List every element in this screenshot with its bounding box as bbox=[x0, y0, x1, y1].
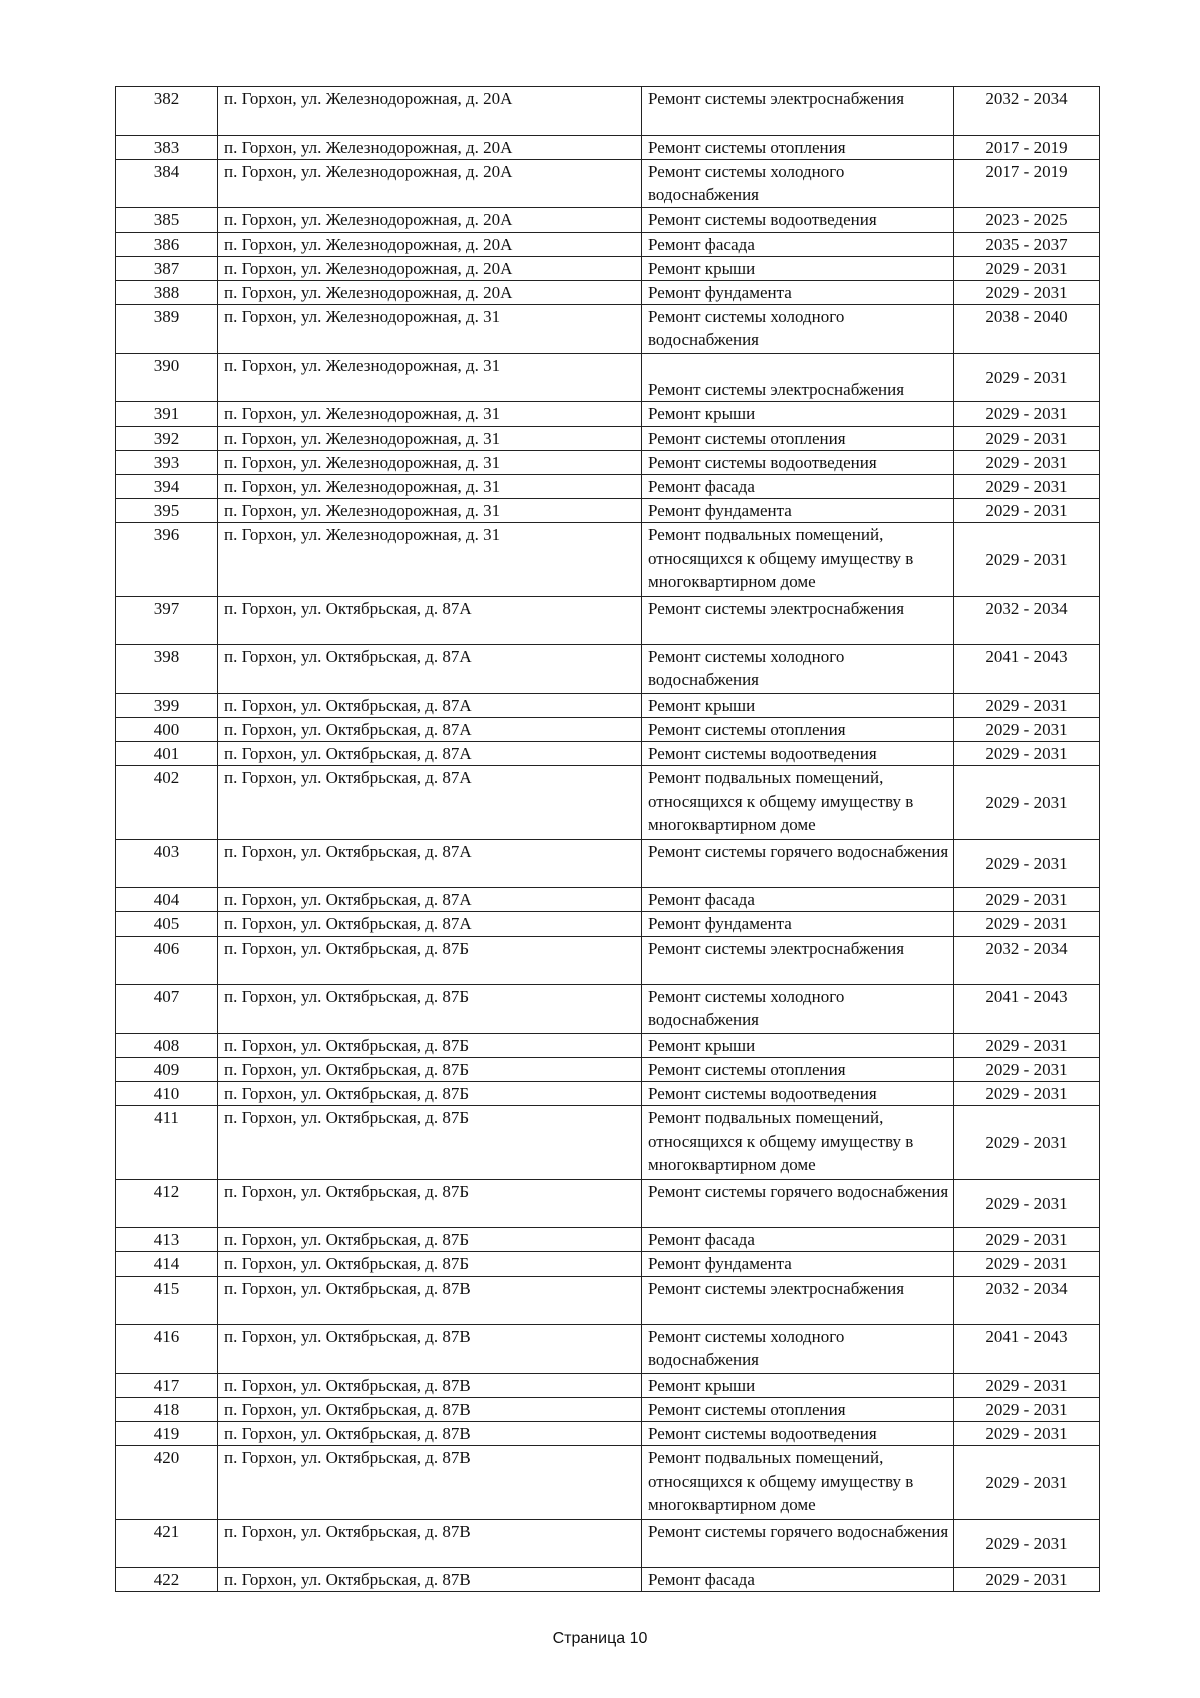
works-table bbox=[115, 86, 1100, 1592]
page-number: Страница 10 bbox=[552, 1630, 648, 1647]
table-row bbox=[116, 1082, 1100, 1106]
row-work-type: Ремонт системы холодного водоснабжения bbox=[642, 1325, 954, 1374]
table-row bbox=[116, 475, 1100, 499]
row-number: 394 bbox=[116, 475, 218, 499]
row-work-type: Ремонт подвальных помещений, относящихся к общему имуществу в многоквартирном доме bbox=[642, 1106, 954, 1179]
row-address: п. Горхон, ул. Октябрьская, д. 87Б bbox=[218, 1179, 642, 1228]
row-period: 2029 - 2031 bbox=[954, 1179, 1100, 1228]
row-period: 2029 - 2031 bbox=[954, 450, 1100, 474]
row-address: п. Горхон, ул. Железнодорожная, д. 31 bbox=[218, 499, 642, 523]
row-address: п. Горхон, ул. Октябрьская, д. 87А bbox=[218, 717, 642, 741]
table-row bbox=[116, 1325, 1100, 1374]
table-row bbox=[116, 693, 1100, 717]
row-work-type: Ремонт системы электроснабжения bbox=[642, 596, 954, 645]
row-work-type: Ремонт системы отопления bbox=[642, 1397, 954, 1421]
row-work-type: Ремонт системы холодного водоснабжения bbox=[642, 305, 954, 354]
row-period: 2029 - 2031 bbox=[954, 1033, 1100, 1057]
row-period: 2029 - 2031 bbox=[954, 1057, 1100, 1081]
row-period: 2023 - 2025 bbox=[954, 208, 1100, 232]
table-row bbox=[116, 717, 1100, 741]
table-row bbox=[116, 450, 1100, 474]
row-work-type: Ремонт крыши bbox=[642, 402, 954, 426]
row-number: 422 bbox=[116, 1568, 218, 1592]
row-address: п. Горхон, ул. Октябрьская, д. 87Б bbox=[218, 1082, 642, 1106]
table-row bbox=[116, 1276, 1100, 1325]
row-number: 414 bbox=[116, 1252, 218, 1276]
table-row bbox=[116, 888, 1100, 912]
row-number: 385 bbox=[116, 208, 218, 232]
row-period: 2029 - 2031 bbox=[954, 742, 1100, 766]
table-row bbox=[116, 305, 1100, 354]
row-address: п. Горхон, ул. Железнодорожная, д. 31 bbox=[218, 426, 642, 450]
row-number: 400 bbox=[116, 717, 218, 741]
row-address: п. Горхон, ул. Октябрьская, д. 87А bbox=[218, 742, 642, 766]
row-period: 2029 - 2031 bbox=[954, 888, 1100, 912]
row-address: п. Горхон, ул. Железнодорожная, д. 20А bbox=[218, 281, 642, 305]
row-number: 420 bbox=[116, 1446, 218, 1519]
row-address: п. Горхон, ул. Октябрьская, д. 87Б bbox=[218, 1057, 642, 1081]
row-period: 2038 - 2040 bbox=[954, 305, 1100, 354]
row-number: 392 bbox=[116, 426, 218, 450]
row-address: п. Горхон, ул. Октябрьская, д. 87А bbox=[218, 888, 642, 912]
table-row bbox=[116, 256, 1100, 280]
row-number: 387 bbox=[116, 256, 218, 280]
row-period: 2029 - 2031 bbox=[954, 1446, 1100, 1519]
row-address: п. Горхон, ул. Октябрьская, д. 87Б bbox=[218, 1033, 642, 1057]
table-row bbox=[116, 742, 1100, 766]
row-period: 2029 - 2031 bbox=[954, 1519, 1100, 1568]
row-address: п. Горхон, ул. Октябрьская, д. 87Б bbox=[218, 936, 642, 985]
row-period: 2029 - 2031 bbox=[954, 1228, 1100, 1252]
row-work-type: Ремонт фасада bbox=[642, 1568, 954, 1592]
table-row bbox=[116, 1422, 1100, 1446]
row-period: 2029 - 2031 bbox=[954, 499, 1100, 523]
row-number: 401 bbox=[116, 742, 218, 766]
row-period: 2041 - 2043 bbox=[954, 985, 1100, 1034]
row-address: п. Горхон, ул. Октябрьская, д. 87В bbox=[218, 1422, 642, 1446]
row-period: 2029 - 2031 bbox=[954, 1568, 1100, 1592]
row-period: 2041 - 2043 bbox=[954, 645, 1100, 694]
row-work-type: Ремонт системы отопления bbox=[642, 1057, 954, 1081]
table-row bbox=[116, 159, 1100, 208]
row-address: п. Горхон, ул. Железнодорожная, д. 31 bbox=[218, 523, 642, 596]
row-work-type: Ремонт системы холодного водоснабжения bbox=[642, 159, 954, 208]
row-address: п. Горхон, ул. Октябрьская, д. 87В bbox=[218, 1373, 642, 1397]
row-work-type: Ремонт фасада bbox=[642, 475, 954, 499]
row-number: 388 bbox=[116, 281, 218, 305]
row-number: 391 bbox=[116, 402, 218, 426]
row-number: 389 bbox=[116, 305, 218, 354]
row-number: 403 bbox=[116, 839, 218, 888]
row-address: п. Горхон, ул. Октябрьская, д. 87А bbox=[218, 766, 642, 839]
row-address: п. Горхон, ул. Октябрьская, д. 87А bbox=[218, 839, 642, 888]
row-work-type: Ремонт системы отопления bbox=[642, 135, 954, 159]
row-period: 2029 - 2031 bbox=[954, 766, 1100, 839]
row-address: п. Горхон, ул. Октябрьская, д. 87Б bbox=[218, 1106, 642, 1179]
row-period: 2035 - 2037 bbox=[954, 232, 1100, 256]
table-row bbox=[116, 985, 1100, 1034]
row-work-type: Ремонт подвальных помещений, относящихся к общему имуществу в многоквартирном доме bbox=[642, 1446, 954, 1519]
row-address: п. Горхон, ул. Железнодорожная, д. 20А bbox=[218, 256, 642, 280]
row-period: 2029 - 2031 bbox=[954, 523, 1100, 596]
row-work-type: Ремонт подвальных помещений, относящихся к общему имуществу в многоквартирном доме bbox=[642, 766, 954, 839]
row-work-type: Ремонт подвальных помещений, относящихся к общему имуществу в многоквартирном доме bbox=[642, 523, 954, 596]
row-number: 404 bbox=[116, 888, 218, 912]
row-work-type: Ремонт системы водоотведения bbox=[642, 1422, 954, 1446]
row-number: 402 bbox=[116, 766, 218, 839]
row-address: п. Горхон, ул. Октябрьская, д. 87А bbox=[218, 693, 642, 717]
table-row bbox=[116, 353, 1100, 402]
row-number: 405 bbox=[116, 912, 218, 936]
row-work-type: Ремонт системы электроснабжения bbox=[642, 936, 954, 985]
row-number: 406 bbox=[116, 936, 218, 985]
row-work-type: Ремонт крыши bbox=[642, 256, 954, 280]
table-row bbox=[116, 402, 1100, 426]
row-period: 2029 - 2031 bbox=[954, 1106, 1100, 1179]
row-address: п. Горхон, ул. Октябрьская, д. 87В bbox=[218, 1276, 642, 1325]
row-address: п. Горхон, ул. Октябрьская, д. 87В bbox=[218, 1568, 642, 1592]
row-work-type: Ремонт крыши bbox=[642, 1373, 954, 1397]
row-address: п. Горхон, ул. Железнодорожная, д. 31 bbox=[218, 450, 642, 474]
table-row bbox=[116, 912, 1100, 936]
row-address: п. Горхон, ул. Железнодорожная, д. 20А bbox=[218, 159, 642, 208]
row-address: п. Горхон, ул. Железнодорожная, д. 20А bbox=[218, 208, 642, 232]
table-row bbox=[116, 281, 1100, 305]
row-number: 395 bbox=[116, 499, 218, 523]
row-work-type: Ремонт системы горячего водоснабжения bbox=[642, 1179, 954, 1228]
table-row bbox=[116, 1252, 1100, 1276]
table-row bbox=[116, 1446, 1100, 1519]
row-work-type: Ремонт системы водоотведения bbox=[642, 208, 954, 232]
row-work-type: Ремонт фасада bbox=[642, 1228, 954, 1252]
row-period: 2029 - 2031 bbox=[954, 693, 1100, 717]
table-row bbox=[116, 596, 1100, 645]
row-period: 2029 - 2031 bbox=[954, 353, 1100, 402]
row-period: 2029 - 2031 bbox=[954, 1082, 1100, 1106]
row-number: 393 bbox=[116, 450, 218, 474]
row-number: 416 bbox=[116, 1325, 218, 1374]
row-number: 415 bbox=[116, 1276, 218, 1325]
row-address: п. Горхон, ул. Железнодорожная, д. 20А bbox=[218, 232, 642, 256]
table-row bbox=[116, 208, 1100, 232]
row-work-type: Ремонт фундамента bbox=[642, 281, 954, 305]
row-address: п. Горхон, ул. Октябрьская, д. 87Б bbox=[218, 985, 642, 1034]
row-number: 384 bbox=[116, 159, 218, 208]
row-period: 2029 - 2031 bbox=[954, 839, 1100, 888]
row-period: 2032 - 2034 bbox=[954, 936, 1100, 985]
row-work-type: Ремонт системы горячего водоснабжения bbox=[642, 1519, 954, 1568]
row-number: 411 bbox=[116, 1106, 218, 1179]
table-row bbox=[116, 232, 1100, 256]
row-work-type: Ремонт системы водоотведения bbox=[642, 1082, 954, 1106]
row-number: 421 bbox=[116, 1519, 218, 1568]
row-period: 2017 - 2019 bbox=[954, 159, 1100, 208]
table-row bbox=[116, 645, 1100, 694]
row-address: п. Горхон, ул. Октябрьская, д. 87В bbox=[218, 1519, 642, 1568]
row-period: 2032 - 2034 bbox=[954, 87, 1100, 136]
row-number: 382 bbox=[116, 87, 218, 136]
row-work-type: Ремонт системы водоотведения bbox=[642, 742, 954, 766]
row-address: п. Горхон, ул. Железнодорожная, д. 31 bbox=[218, 475, 642, 499]
row-period: 2029 - 2031 bbox=[954, 475, 1100, 499]
table-row bbox=[116, 1568, 1100, 1592]
row-address: п. Горхон, ул. Железнодорожная, д. 31 bbox=[218, 305, 642, 354]
works-table-body bbox=[116, 87, 1100, 1592]
row-number: 396 bbox=[116, 523, 218, 596]
row-work-type: Ремонт крыши bbox=[642, 693, 954, 717]
row-address: п. Горхон, ул. Октябрьская, д. 87А bbox=[218, 645, 642, 694]
row-number: 399 bbox=[116, 693, 218, 717]
table-row bbox=[116, 1106, 1100, 1179]
table-row bbox=[116, 936, 1100, 985]
row-number: 386 bbox=[116, 232, 218, 256]
row-address: п. Горхон, ул. Железнодорожная, д. 20А bbox=[218, 135, 642, 159]
row-work-type: Ремонт системы холодного водоснабжения bbox=[642, 985, 954, 1034]
row-work-type: Ремонт фасада bbox=[642, 232, 954, 256]
row-address: п. Горхон, ул. Октябрьская, д. 87Б bbox=[218, 1228, 642, 1252]
table-row bbox=[116, 766, 1100, 839]
row-number: 408 bbox=[116, 1033, 218, 1057]
table-row bbox=[116, 1057, 1100, 1081]
row-number: 407 bbox=[116, 985, 218, 1034]
row-work-type: Ремонт системы электроснабжения bbox=[642, 1276, 954, 1325]
row-period: 2029 - 2031 bbox=[954, 281, 1100, 305]
table-row bbox=[116, 1179, 1100, 1228]
row-address: п. Горхон, ул. Железнодорожная, д. 31 bbox=[218, 353, 642, 402]
row-number: 419 bbox=[116, 1422, 218, 1446]
row-period: 2029 - 2031 bbox=[954, 1422, 1100, 1446]
row-work-type: Ремонт фундамента bbox=[642, 499, 954, 523]
row-period: 2029 - 2031 bbox=[954, 402, 1100, 426]
row-work-type: Ремонт системы отопления bbox=[642, 717, 954, 741]
row-work-type: Ремонт системы холодного водоснабжения bbox=[642, 645, 954, 694]
row-work-type: Ремонт системы электроснабжения bbox=[642, 87, 954, 136]
row-work-type: Ремонт фасада bbox=[642, 888, 954, 912]
row-period: 2032 - 2034 bbox=[954, 1276, 1100, 1325]
row-period: 2029 - 2031 bbox=[954, 717, 1100, 741]
row-work-type: Ремонт системы горячего водоснабжения bbox=[642, 839, 954, 888]
row-address: п. Горхон, ул. Октябрьская, д. 87А bbox=[218, 596, 642, 645]
row-number: 398 bbox=[116, 645, 218, 694]
row-period: 2029 - 2031 bbox=[954, 1397, 1100, 1421]
row-work-type: Ремонт системы электроснабжения bbox=[642, 353, 954, 402]
row-number: 413 bbox=[116, 1228, 218, 1252]
row-address: п. Горхон, ул. Октябрьская, д. 87В bbox=[218, 1397, 642, 1421]
table-row bbox=[116, 87, 1100, 136]
row-period: 2029 - 2031 bbox=[954, 1373, 1100, 1397]
row-work-type: Ремонт крыши bbox=[642, 1033, 954, 1057]
row-period: 2032 - 2034 bbox=[954, 596, 1100, 645]
row-period: 2041 - 2043 bbox=[954, 1325, 1100, 1374]
table-row bbox=[116, 499, 1100, 523]
row-work-type: Ремонт системы водоотведения bbox=[642, 450, 954, 474]
row-address: п. Горхон, ул. Октябрьская, д. 87В bbox=[218, 1446, 642, 1519]
table-row bbox=[116, 1397, 1100, 1421]
row-number: 418 bbox=[116, 1397, 218, 1421]
row-number: 397 bbox=[116, 596, 218, 645]
row-period: 2029 - 2031 bbox=[954, 256, 1100, 280]
row-number: 417 bbox=[116, 1373, 218, 1397]
row-address: п. Горхон, ул. Октябрьская, д. 87В bbox=[218, 1325, 642, 1374]
row-work-type: Ремонт фундамента bbox=[642, 912, 954, 936]
row-number: 390 bbox=[116, 353, 218, 402]
table-row bbox=[116, 1228, 1100, 1252]
row-address: п. Горхон, ул. Железнодорожная, д. 31 bbox=[218, 402, 642, 426]
table-row bbox=[116, 1373, 1100, 1397]
row-address: п. Горхон, ул. Железнодорожная, д. 20А bbox=[218, 87, 642, 136]
table-row bbox=[116, 426, 1100, 450]
table-row bbox=[116, 1033, 1100, 1057]
row-period: 2029 - 2031 bbox=[954, 426, 1100, 450]
row-address: п. Горхон, ул. Октябрьская, д. 87Б bbox=[218, 1252, 642, 1276]
row-period: 2029 - 2031 bbox=[954, 1252, 1100, 1276]
table-row bbox=[116, 1519, 1100, 1568]
row-number: 409 bbox=[116, 1057, 218, 1081]
row-work-type: Ремонт системы отопления bbox=[642, 426, 954, 450]
row-address: п. Горхон, ул. Октябрьская, д. 87А bbox=[218, 912, 642, 936]
table-row bbox=[116, 135, 1100, 159]
row-work-type: Ремонт фундамента bbox=[642, 1252, 954, 1276]
table-row bbox=[116, 839, 1100, 888]
page-footer bbox=[0, 1630, 1200, 1648]
row-number: 383 bbox=[116, 135, 218, 159]
table-row bbox=[116, 523, 1100, 596]
row-number: 410 bbox=[116, 1082, 218, 1106]
row-period: 2017 - 2019 bbox=[954, 135, 1100, 159]
row-number: 412 bbox=[116, 1179, 218, 1228]
row-period: 2029 - 2031 bbox=[954, 912, 1100, 936]
